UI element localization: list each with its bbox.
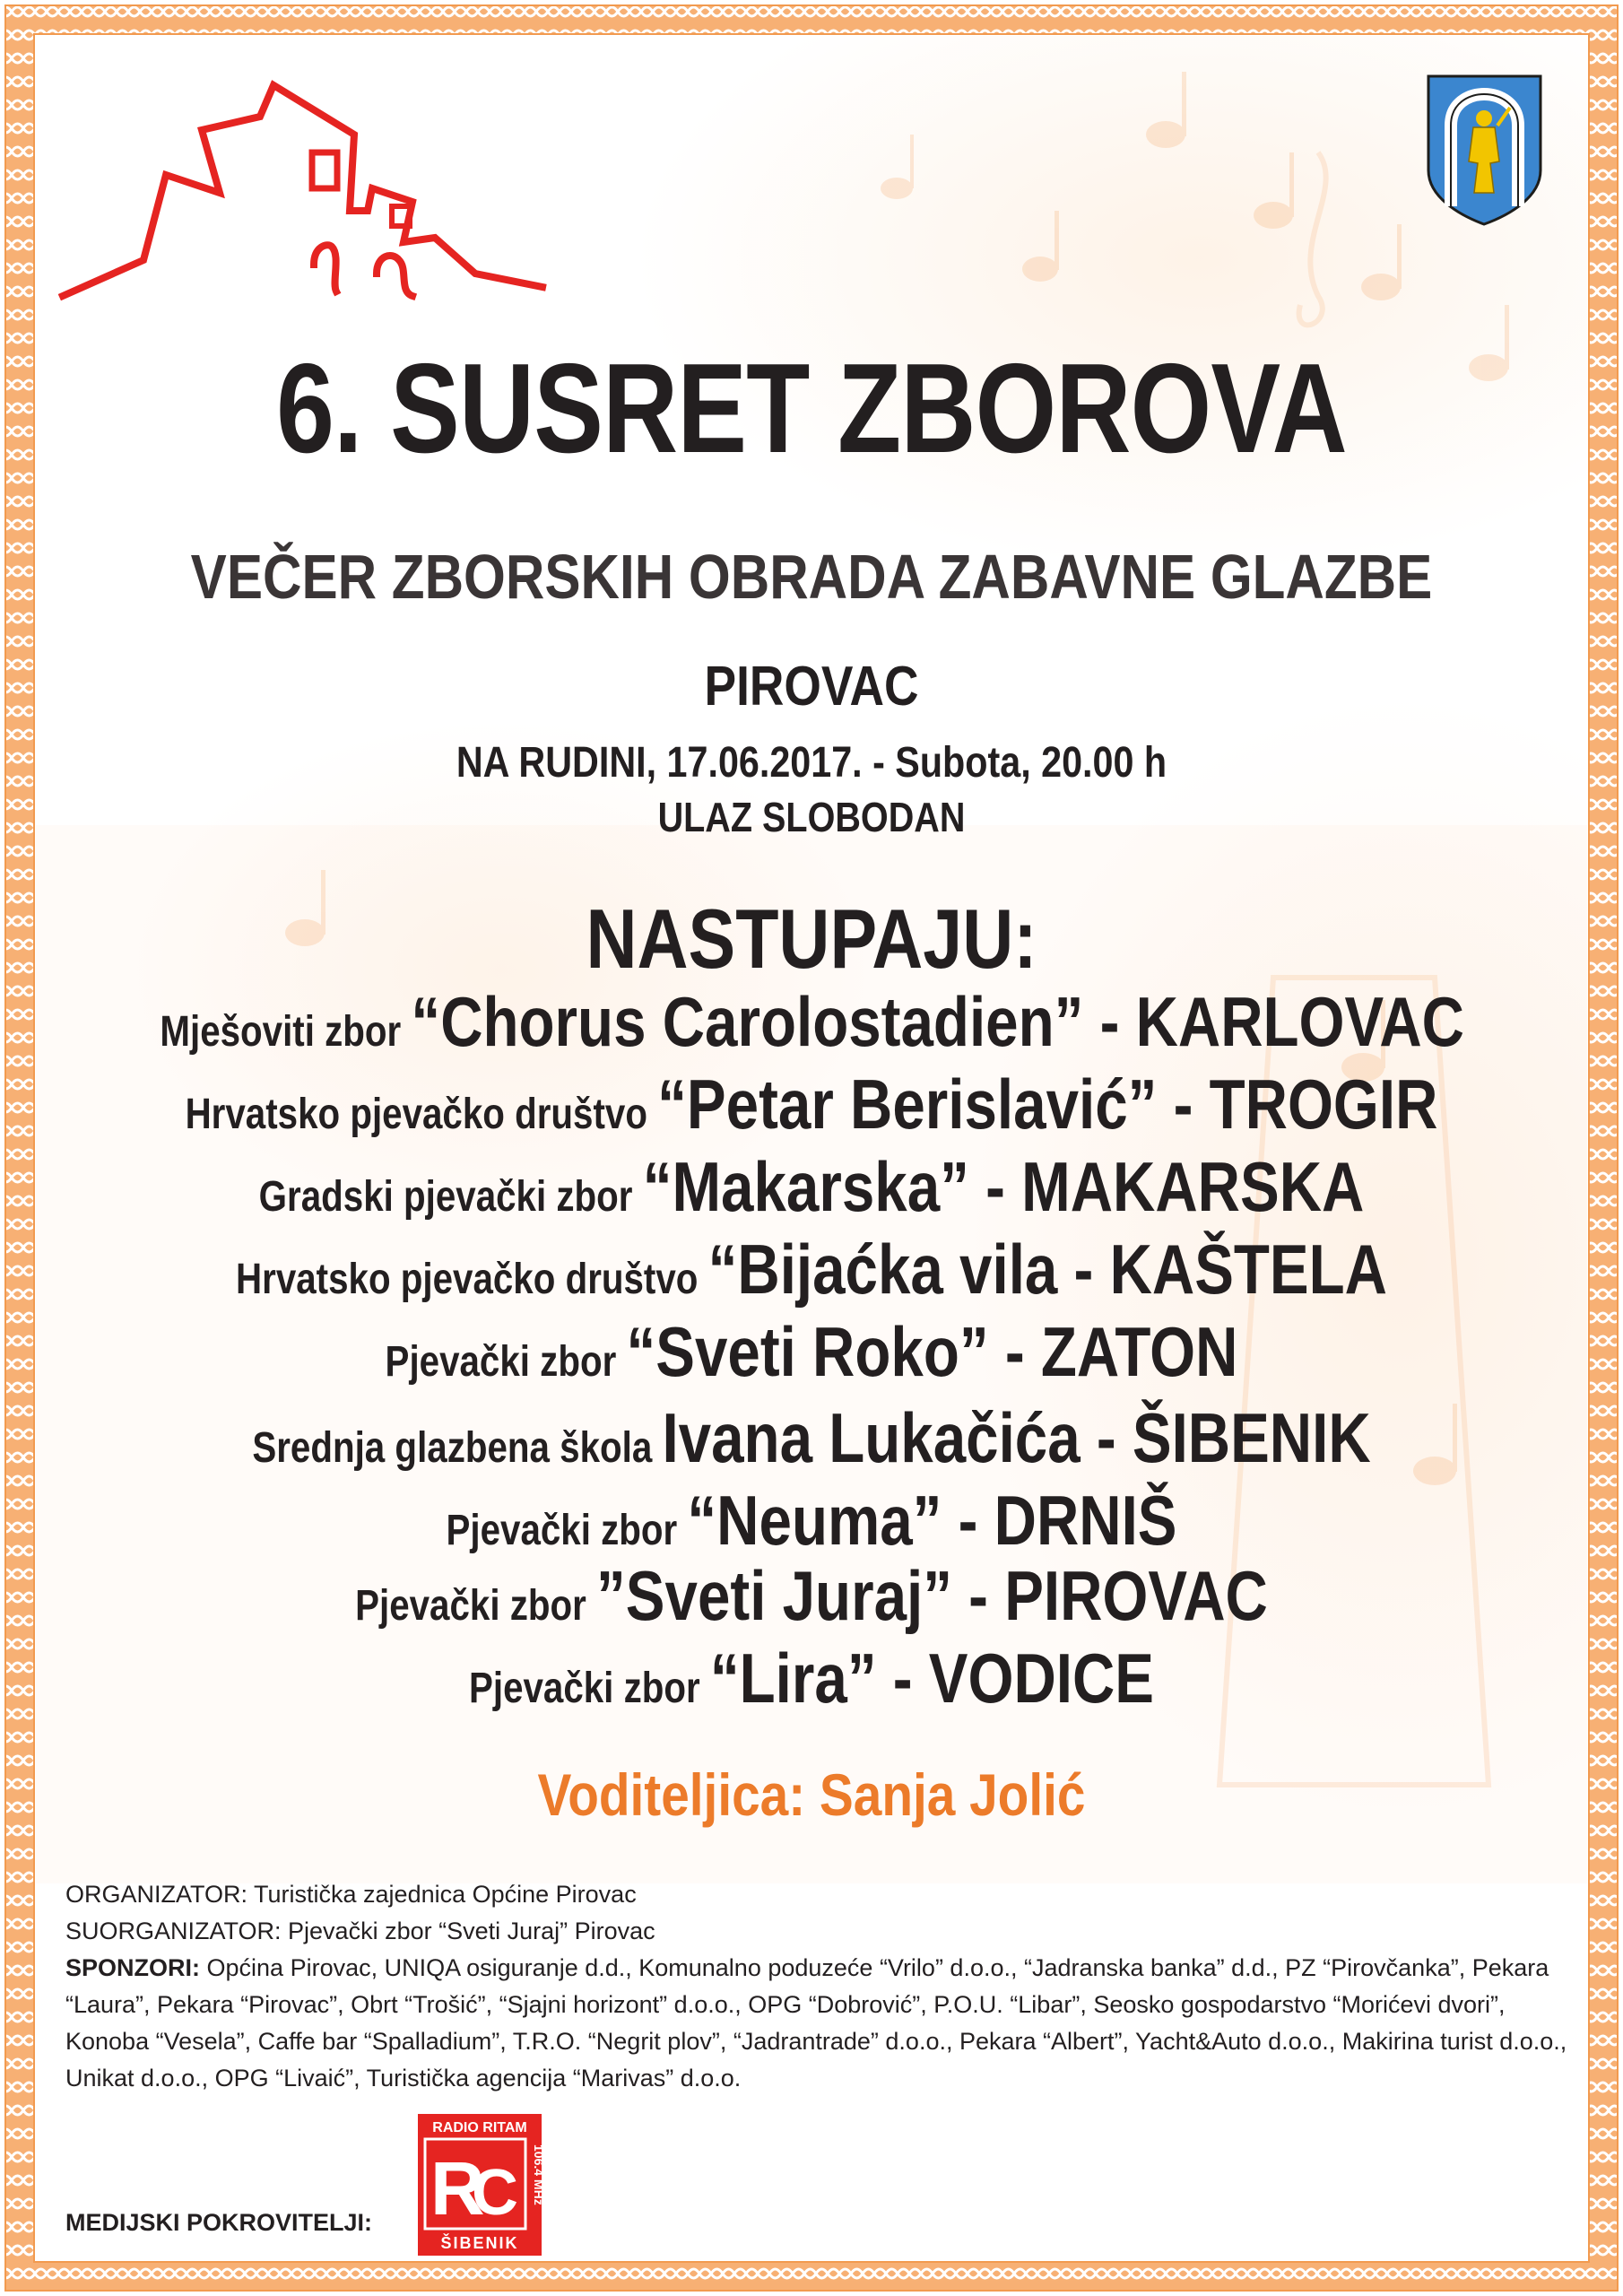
organizer-label: ORGANIZATOR: <box>65 1881 248 1908</box>
choir-type: Mješoviti zbor <box>160 1008 412 1056</box>
choir-type: Pjevački zbor <box>385 1338 627 1386</box>
choir-name: Ivana Lukačića - ŠIBENIK <box>662 1398 1371 1477</box>
choir-type: Pjevački zbor <box>355 1582 597 1630</box>
host-name: Voditeljica: Sanja Jolić <box>537 1761 1086 1828</box>
choir-type: Hrvatsko pjevačko društvo <box>236 1256 708 1303</box>
event-location: PIROVAC <box>704 656 919 718</box>
entry-info: ULAZ SLOBODAN <box>657 794 966 840</box>
sponsors-line <box>65 1950 1572 2097</box>
choir-type: Hrvatsko pjevačko društvo <box>185 1091 658 1138</box>
co-organizer-line <box>65 1913 1572 1950</box>
poster-content <box>36 36 1587 2260</box>
choir-name: “Lira” - VODICE <box>709 1639 1155 1718</box>
choir-type: Srednja glazbena škola <box>252 1424 663 1472</box>
performer-item <box>160 982 1465 1061</box>
co-organizer-label: SUORGANIZATOR: <box>65 1918 282 1944</box>
radio-monogram-r: R <box>430 2146 485 2231</box>
municipality-logo <box>58 67 542 314</box>
co-organizer-value: Pjevački zbor “Sveti Juraj” Pirovac <box>281 1918 655 1944</box>
radio-monogram-c: C <box>472 2157 518 2229</box>
performer-item <box>160 1639 1462 1718</box>
performer-item <box>160 1481 1462 1560</box>
event-datetime: NA RUDINI, 17.06.2017. - Subota, 20.00 h <box>456 739 1167 787</box>
performer-item <box>160 1398 1462 1477</box>
choir-name: “Petar Berislavić” - TROGIR <box>657 1065 1438 1144</box>
event-title: 6. SUSRET ZBOROVA <box>276 337 1347 480</box>
choir-name: ”Sveti Juraj” - PIROVAC <box>596 1556 1268 1635</box>
performer-item <box>160 1065 1462 1144</box>
media-sponsors-label: MEDIJSKI POKROVITELJI: <box>65 2209 373 2236</box>
choir-name: “Sveti Roko” - ZATON <box>626 1312 1238 1391</box>
radio-frequency-text: 106.4 MHz <box>532 2144 546 2205</box>
radio-name-text: RADIO RITAM <box>432 2120 527 2135</box>
organizer-line <box>65 1876 1572 1913</box>
choir-type: Pjevački zbor <box>446 1507 688 1554</box>
choir-type: Pjevački zbor <box>468 1665 710 1712</box>
performer-item <box>160 1230 1462 1309</box>
organizer-value: Turistička zajednica Općine Pirovac <box>247 1881 637 1908</box>
credits-block <box>65 1876 1572 2097</box>
choir-name: “Bijaćka vila - KAŠTELA <box>707 1230 1387 1309</box>
sponsors-value: Općina Pirovac, UNIQA osiguranje d.d., Komunalno poduzeće “Vrilo” d.o.o., “Jadranska banka” d.d., PZ “Pirovčanka”, Pekara “Laura”, Pekara “Pirovac”, Obrt “Trošić”, “Sjajni horizont” d.o.o., OPG “Dobrović”, P.O.U. “Libar”, Seosko gospodarstvo “Morićevi dvori”, Konoba “Vesela”, Caffe bar “Spalladium”, T.R.O. “Negrit plov”, “Jadrantrade” d.o.o., Pekara “Albert”, Yacht&Auto d.o.o., Makirina turist d.o.o., Unikat d.o.o., OPG “Livaić”, Turistička agencija “Marivas” d.o.o. <box>65 1954 1567 2092</box>
choir-name: “Neuma” - DRNIŠ <box>687 1481 1177 1560</box>
event-subtitle: VEČER ZBORSKIH OBRADA ZABAVNE GLAZBE <box>190 542 1433 612</box>
performer-item <box>160 1556 1462 1635</box>
performer-item <box>160 1312 1462 1391</box>
radio-city-text: ŠIBENIK <box>440 2234 519 2252</box>
performers-heading: NASTUPAJU: <box>586 891 1037 986</box>
coat-of-arms <box>1424 72 1545 229</box>
choir-name: “Chorus Carolostadien” - KARLOVAC <box>411 982 1465 1061</box>
choir-type: Gradski pjevački zbor <box>258 1173 643 1221</box>
sponsors-label: SPONZORI: <box>65 1954 201 1981</box>
choir-name: “Makarska” - MAKARSKA <box>642 1147 1365 1226</box>
radio-ritam-logo <box>418 2114 546 2256</box>
performer-item <box>160 1147 1462 1226</box>
